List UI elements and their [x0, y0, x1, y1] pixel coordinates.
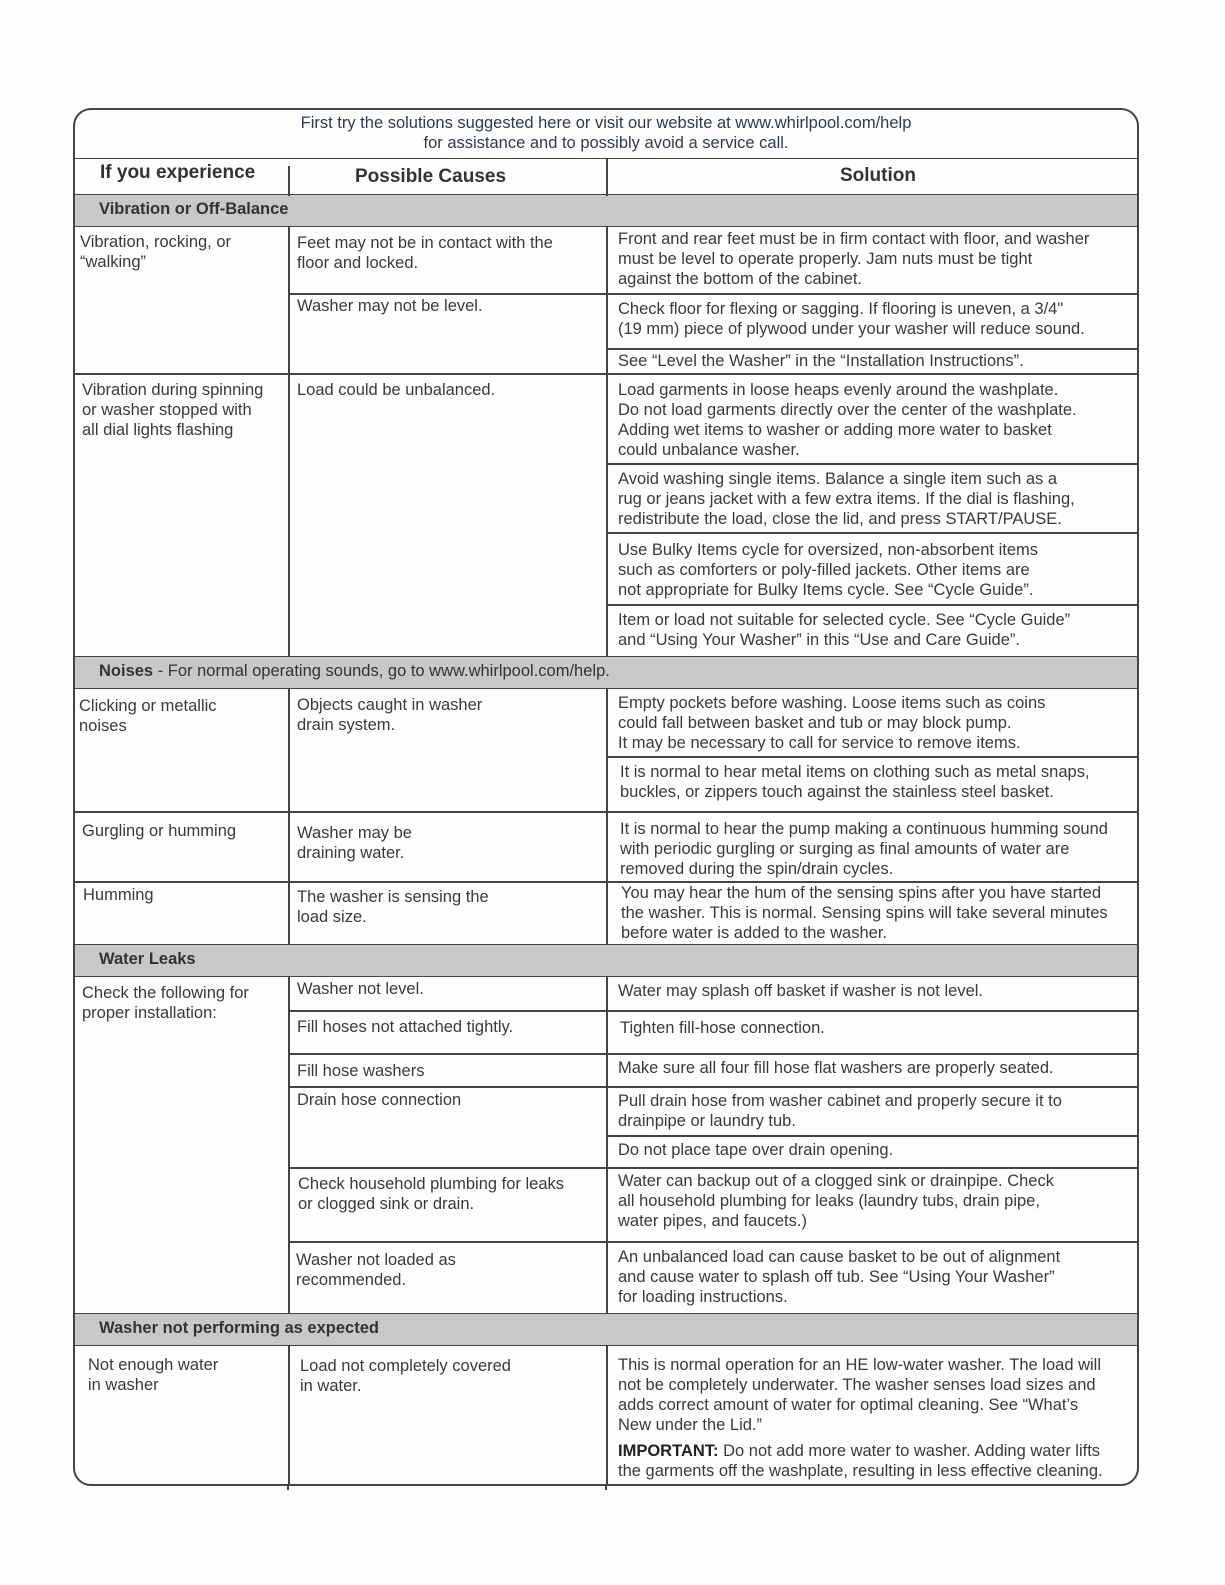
cell-line: could unbalance washer.: [618, 441, 800, 459]
cell-line: Vibration, rocking, or: [80, 233, 232, 251]
cell-line: Humming: [83, 886, 154, 904]
cell-line: in water.: [300, 1377, 362, 1395]
grid-line: [289, 1053, 1139, 1055]
solution-cell: [618, 693, 1045, 753]
cell-line: must be level to operate properly. Jam nuts must be tight: [618, 250, 1033, 268]
cell-line: noises: [79, 717, 127, 735]
cell-line: Washer may be: [297, 824, 412, 842]
section-not-performing: [75, 1313, 1137, 1346]
cell-line: Drain hose connection: [297, 1091, 462, 1109]
cell-line: New under the Lid.”: [618, 1416, 762, 1434]
col-header-experience: If you experience: [100, 162, 256, 183]
col-header-causes: Possible Causes: [355, 166, 507, 187]
solution-cell: [618, 981, 983, 1001]
solution-cell: [618, 1058, 1054, 1078]
cell-line: Water may splash off basket if washer is not level.: [618, 982, 983, 1000]
grid-line: [607, 463, 1139, 465]
solution-cell: [618, 1171, 1054, 1231]
cell-line: Check the following for: [82, 984, 249, 1002]
cell-line: “walking”: [80, 253, 147, 271]
cell-line: buckles, or zippers touch against the stainless steel basket.: [620, 783, 1054, 801]
cell-line: Fill hose washers: [297, 1062, 425, 1080]
experience-cell: [82, 380, 263, 440]
cell-line: Vibration during spinning: [82, 381, 264, 399]
cell-line: You may hear the hum of the sensing spins after you have started: [621, 884, 1102, 902]
cell-line: draining water.: [297, 844, 405, 862]
grid-line: [607, 604, 1139, 606]
grid-line: [289, 293, 1139, 295]
grid-line: [289, 1167, 1139, 1169]
solution-cell: [618, 1091, 1062, 1131]
cell-line: or washer stopped with: [82, 401, 252, 419]
grid-line: [606, 1346, 608, 1486]
experience-cell: [79, 696, 217, 736]
cell-line: Load could be unbalanced.: [297, 381, 496, 399]
grid-line: [606, 689, 608, 944]
cell-line: The washer is sensing the: [297, 888, 489, 906]
cell-line: the garments off the washplate, resulting in less effective cleaning.: [618, 1462, 1103, 1480]
cell-line: not be completely underwater. The washer senses load sizes and: [618, 1376, 1096, 1394]
cell-line: Clicking or metallic: [79, 697, 217, 715]
solution-cell: [620, 1018, 825, 1038]
grid-line: [605, 1484, 607, 1490]
experience-cell: [82, 821, 236, 841]
cause-cell: [298, 1174, 564, 1214]
cell-line: drainpipe or laundry tub.: [618, 1112, 796, 1130]
cause-cell: [297, 380, 495, 400]
important-label: IMPORTANT:: [618, 1442, 719, 1460]
experience-cell: [82, 983, 249, 1023]
cell-line: It is normal to hear metal items on clothing such as metal snaps,: [620, 763, 1090, 781]
grid-line: [288, 977, 290, 1313]
cause-cell: [300, 1356, 511, 1396]
cause-cell: [297, 296, 483, 316]
cause-cell: [297, 887, 489, 927]
cell-line: all dial lights flashing: [82, 421, 234, 439]
experience-cell: [88, 1355, 218, 1395]
cell-line: Objects caught in washer: [297, 696, 483, 714]
cell-line: Item or load not suitable for selected cycle. See “Cycle Guide”: [618, 611, 1071, 629]
cell-line: in washer: [88, 1376, 159, 1394]
solution-cell: [618, 351, 1024, 371]
cell-line: water pipes, and faucets.): [618, 1212, 807, 1230]
col-header-solution: Solution: [840, 165, 916, 186]
cell-line: Not enough water: [88, 1356, 219, 1374]
solution-cell: [618, 1355, 1101, 1435]
cell-line: all household plumbing for leaks (laundry tubs, drain pipe,: [618, 1192, 1040, 1210]
col-header-causes-cell: [289, 159, 607, 196]
cause-cell: [297, 979, 424, 999]
header-note-line2: for assistance and to possibly avoid a service call.: [423, 134, 789, 152]
cell-line: Do not place tape over drain opening.: [618, 1141, 894, 1159]
cell-line: This is normal operation for an HE low-water washer. The load will: [618, 1356, 1101, 1374]
grid-line: [607, 532, 1139, 534]
section-water-leaks-title: Water Leaks: [99, 950, 196, 968]
cell-line: Washer not level.: [297, 980, 424, 998]
section-noises-note: - For normal operating sounds, go to www.whirlpool.com/help.: [153, 662, 610, 680]
troubleshooting-table: [73, 108, 1139, 1486]
cell-line: An unbalanced load can cause basket to be out of alignment: [618, 1248, 1061, 1266]
cell-line: Do not load garments directly over the center of the washplate.: [618, 401, 1077, 419]
cell-line: Front and rear feet must be in firm contact with floor, and washer: [618, 230, 1090, 248]
cell-line: with periodic gurgling or surging as final amounts of water are: [620, 840, 1070, 858]
section-noises: [75, 656, 1137, 689]
solution-cell: [618, 1140, 893, 1160]
col-header-experience-cell: [75, 159, 289, 196]
solution-cell: [618, 610, 1070, 650]
grid-line: [288, 1346, 290, 1486]
important-text: Do not add more water to washer. Adding water lifts: [718, 1442, 1101, 1460]
cell-line: rug or jeans jacket with a few extra items. If the dial is flashing,: [618, 490, 1075, 508]
cell-line: Empty pockets before washing. Loose items such as coins: [618, 694, 1046, 712]
header-note: [75, 110, 1137, 159]
cell-line: Pull drain hose from washer cabinet and properly secure it to: [618, 1092, 1062, 1110]
cell-line: Make sure all four fill hose flat washers are properly seated.: [618, 1059, 1054, 1077]
solution-cell: [620, 762, 1090, 802]
experience-cell: [80, 232, 231, 272]
solution-cell: [620, 819, 1108, 879]
cell-line: could fall between basket and tub or may block pump.: [618, 714, 1012, 732]
cell-line: drain system.: [297, 716, 396, 734]
grid-line: [606, 977, 608, 1313]
grid-line: [75, 373, 1139, 375]
cell-line: such as comforters or poly-filled jackets. Other items are: [618, 561, 1030, 579]
important-note: [618, 1441, 1103, 1481]
cell-line: See “Level the Washer” in the “Installation Instructions”.: [618, 352, 1024, 370]
solution-cell: [621, 883, 1108, 943]
solution-cell: [618, 229, 1089, 289]
cell-line: proper installation:: [82, 1004, 217, 1022]
cell-line: Use Bulky Items cycle for oversized, non-absorbent items: [618, 541, 1039, 559]
cell-line: Washer may not be level.: [297, 297, 483, 315]
cell-line: Tighten fill-hose connection.: [620, 1019, 825, 1037]
cell-line: Load garments in loose heaps evenly around the washplate.: [618, 381, 1059, 399]
solution-cell: [618, 380, 1077, 460]
cell-line: Fill hoses not attached tightly.: [297, 1018, 514, 1036]
grid-line: [607, 1135, 1139, 1137]
cell-line: It is normal to hear the pump making a continuous humming sound: [620, 820, 1108, 838]
cell-line: Adding wet items to washer or adding more water to basket: [618, 421, 1052, 439]
col-header-solution-cell: [607, 159, 1139, 196]
cell-line: and cause water to splash off tub. See “Using Your Washer”: [618, 1268, 1055, 1286]
cell-line: redistribute the load, close the lid, and press START/PAUSE.: [618, 510, 1062, 528]
cell-line: Check floor for flexing or sagging. If flooring is uneven, a 3/4": [618, 300, 1064, 318]
cell-line: for loading instructions.: [618, 1288, 788, 1306]
cell-line: Gurgling or humming: [82, 822, 237, 840]
header-note-line1: First try the solutions suggested here or visit our website at www.whirlpool.com/help: [300, 114, 912, 132]
grid-line: [288, 689, 290, 944]
grid-line: [607, 756, 1139, 758]
solution-cell: [618, 299, 1085, 339]
cause-cell: [297, 233, 553, 273]
grid-line: [289, 1010, 1139, 1012]
cell-line: load size.: [297, 908, 367, 926]
cause-cell: [297, 823, 412, 863]
cell-line: It may be necessary to call for service to remove items.: [618, 734, 1021, 752]
cell-line: floor and locked.: [297, 254, 419, 272]
grid-line: [288, 227, 290, 656]
section-not-performing-title: Washer not performing as expected: [99, 1319, 379, 1337]
section-water-leaks: [75, 944, 1137, 977]
solution-cell: [618, 469, 1075, 529]
cell-line: and “Using Your Washer” in this “Use and Care Guide”.: [618, 631, 1020, 649]
cause-cell: [297, 1017, 513, 1037]
section-vibration-title: Vibration or Off-Balance: [99, 200, 289, 218]
grid-line: [288, 166, 290, 196]
cell-line: adds correct amount of water for optimal cleaning. See “What’s: [618, 1396, 1079, 1414]
section-noises-title: Noises: [99, 662, 154, 680]
cell-line: Avoid washing single items. Balance a single item such as a: [618, 470, 1058, 488]
cell-line: Water can backup out of a clogged sink or drainpipe. Check: [618, 1172, 1054, 1190]
grid-line: [607, 348, 1139, 350]
grid-line: [289, 1086, 1139, 1088]
experience-cell: [83, 885, 154, 905]
solution-cell: [618, 1247, 1060, 1307]
cell-line: the washer. This is normal. Sensing spins will take several minutes: [621, 904, 1108, 922]
grid-line: [75, 811, 1139, 813]
cell-line: or clogged sink or drain.: [298, 1195, 475, 1213]
grid-line: [289, 1241, 1139, 1243]
grid-line: [287, 1484, 289, 1490]
grid-line: [606, 227, 608, 656]
cell-line: not appropriate for Bulky Items cycle. See “Cycle Guide”.: [618, 581, 1034, 599]
cause-cell: [296, 1250, 456, 1290]
cell-line: Washer not loaded as: [296, 1251, 456, 1269]
section-vibration: [75, 194, 1137, 227]
cell-line: Load not completely covered: [300, 1357, 511, 1375]
cell-line: before water is added to the washer.: [621, 924, 887, 942]
cause-cell: [297, 1090, 461, 1110]
cell-line: Check household plumbing for leaks: [298, 1175, 564, 1193]
cell-line: recommended.: [296, 1271, 407, 1289]
cause-cell: [297, 695, 482, 735]
cell-line: removed during the spin/drain cycles.: [620, 860, 894, 878]
cell-line: Feet may not be in contact with the: [297, 234, 553, 252]
cell-line: against the bottom of the cabinet.: [618, 270, 862, 288]
cell-line: (19 mm) piece of plywood under your washer will reduce sound.: [618, 320, 1085, 338]
solution-cell: [618, 540, 1038, 600]
cause-cell: [297, 1061, 424, 1081]
grid-line: [606, 159, 608, 196]
